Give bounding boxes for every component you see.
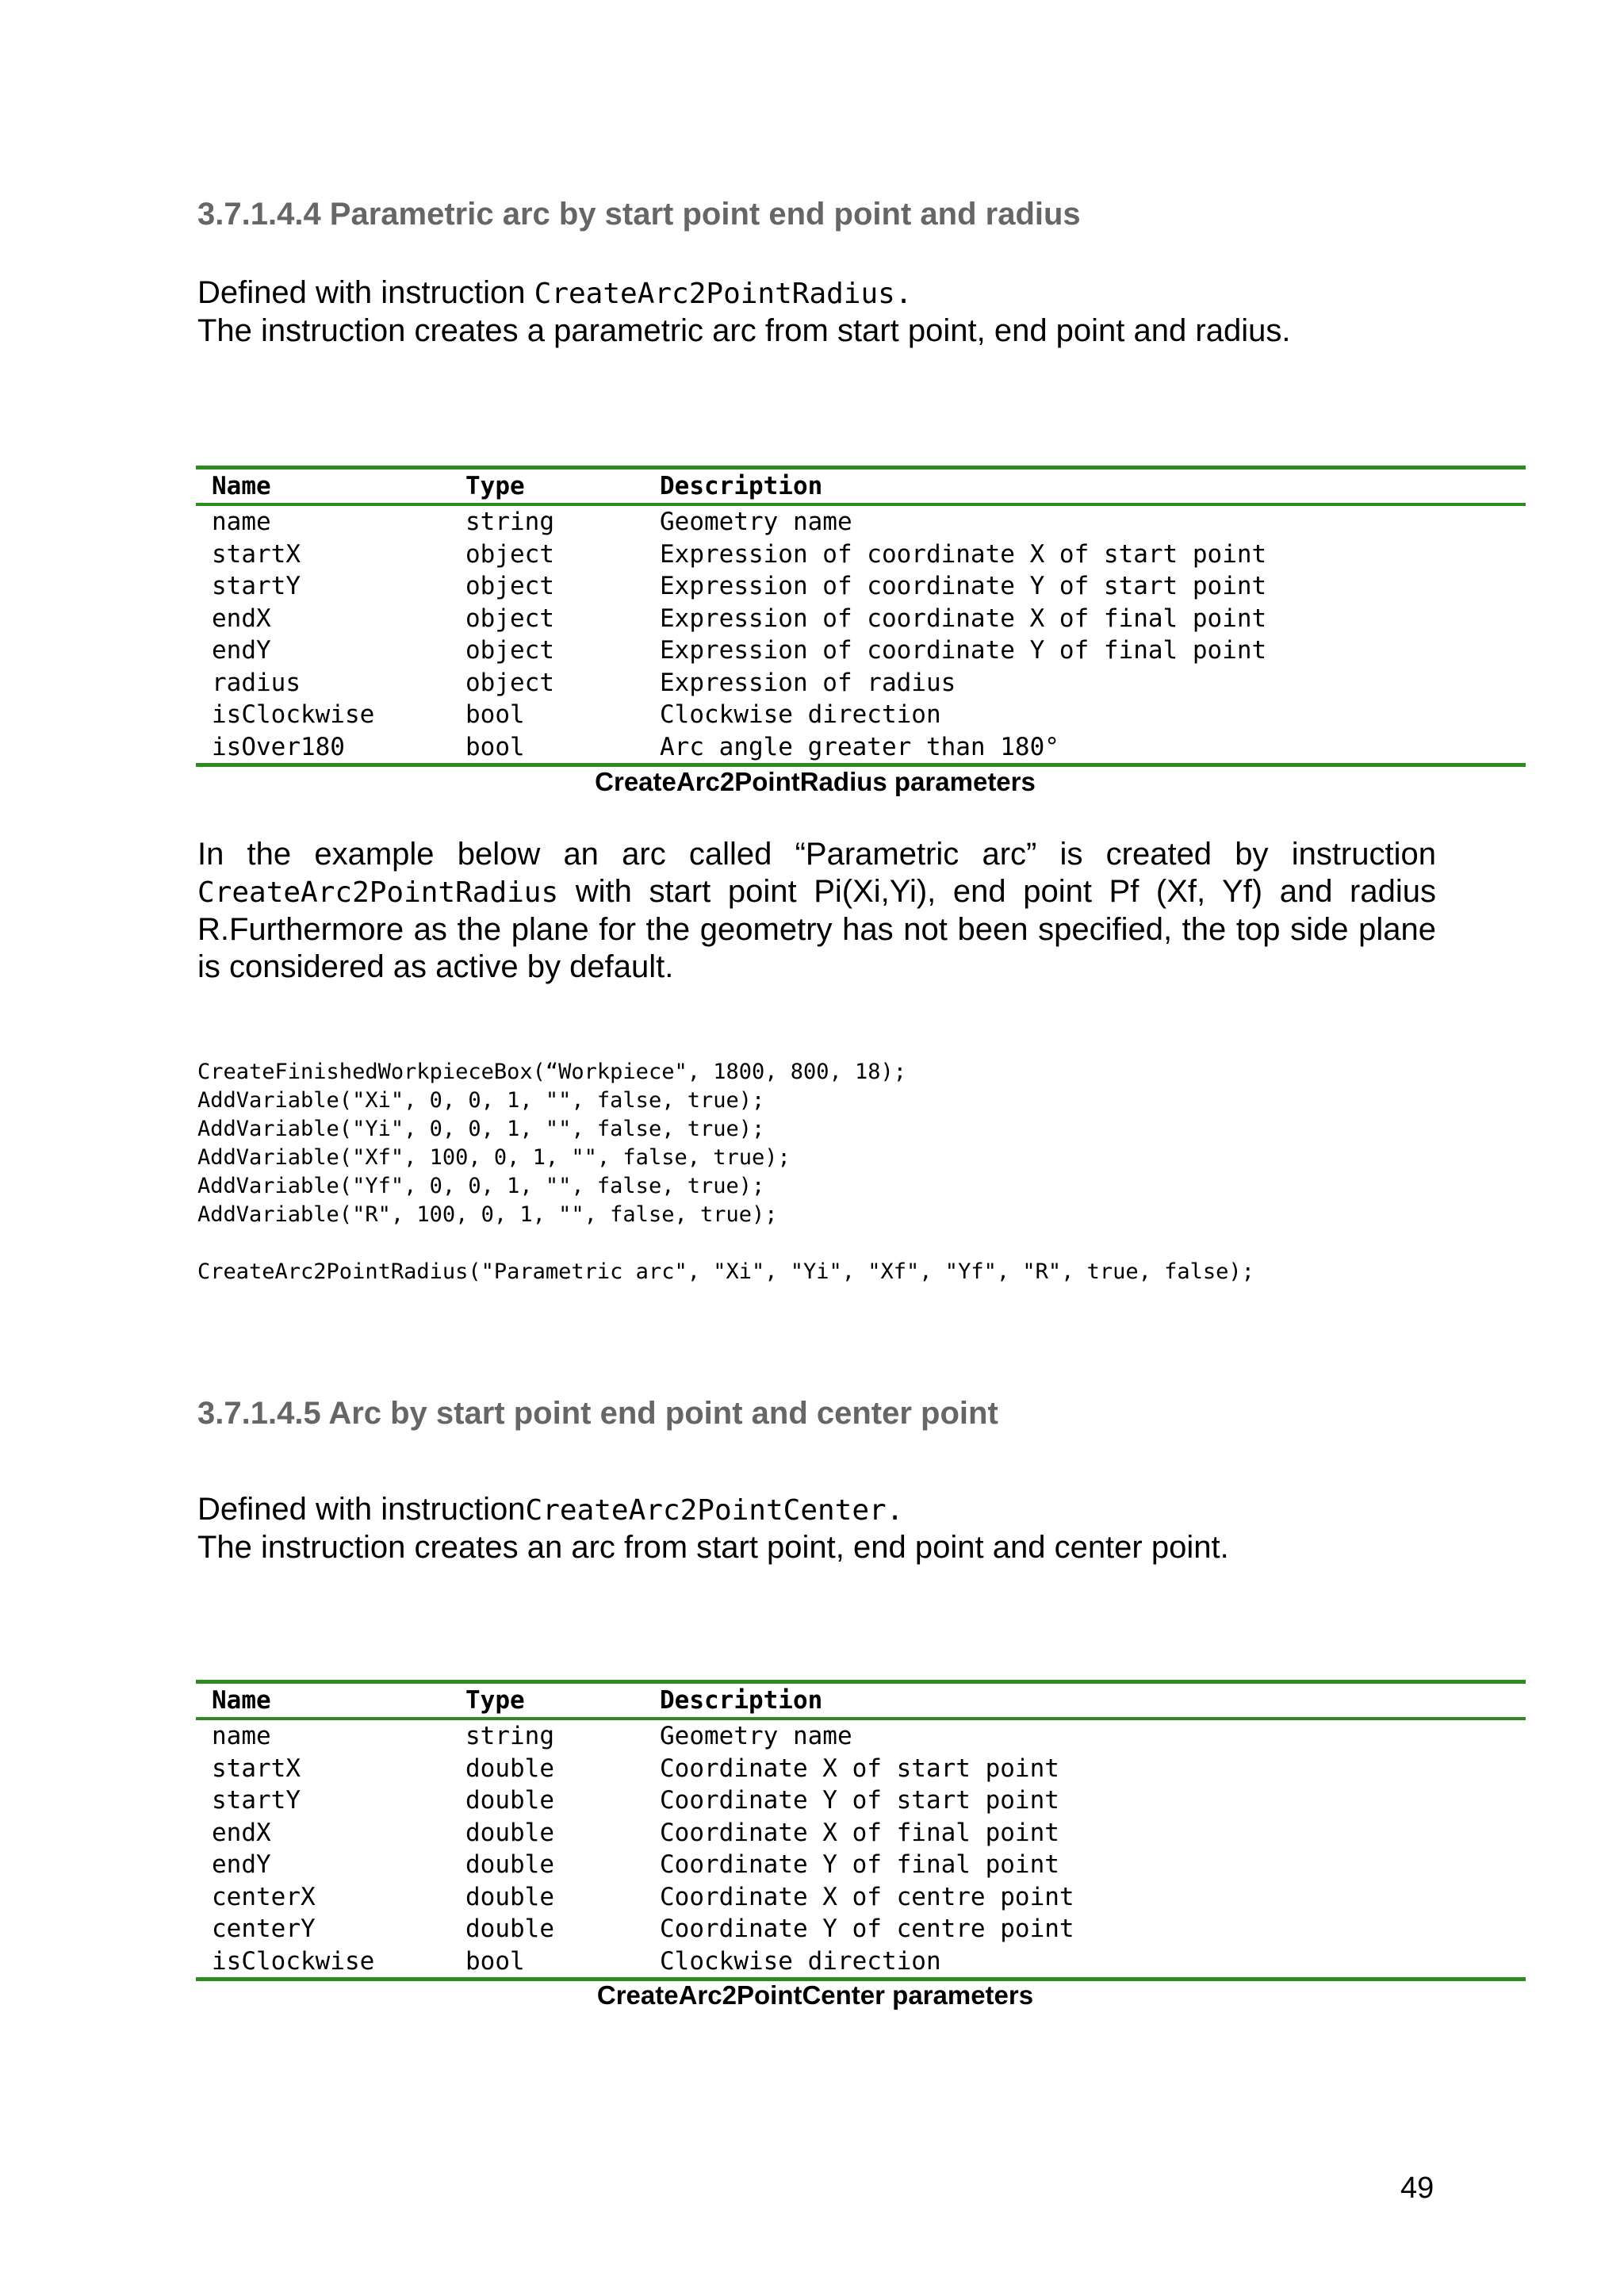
example-instruction-code: CreateArc2PointRadius <box>197 876 559 909</box>
param-name: isOver180 <box>196 731 450 765</box>
param-name: startX <box>212 1754 301 1783</box>
table-caption: CreateArc2PointCenter parameters <box>596 1980 1034 2010</box>
param-name: name <box>212 1722 271 1751</box>
param-description: Geometry name <box>660 1722 852 1751</box>
param-description: Expression of coordinate X of start point <box>660 539 1267 569</box>
param-name: startY <box>212 1786 301 1815</box>
instruction-code: CreateArc2PointRadius. <box>534 278 913 310</box>
table-row <box>196 634 1526 667</box>
param-name: isClockwise <box>212 700 375 730</box>
section-intro <box>197 274 1290 350</box>
table-row <box>196 731 1526 765</box>
param-description: Coordinate X of centre point <box>660 1882 1074 1911</box>
param-description: Coordinate X of start point <box>660 1754 1059 1783</box>
example-paragraph <box>197 836 1436 986</box>
param-type: double <box>465 1818 554 1847</box>
param-name: endY <box>212 1850 271 1880</box>
intro-prefix: Defined with instruction <box>197 1492 526 1527</box>
header-description: Description <box>644 1682 1526 1719</box>
param-type: string <box>465 1722 554 1751</box>
instruction-code: CreateArc2PointCenter. <box>525 1494 904 1527</box>
code-line: AddVariable("Yf", 0, 0, 1, "", false, true); <box>197 1174 765 1198</box>
table-row <box>196 1881 1526 1914</box>
example-text-end: with start point Pi(Xi,Yi), end point Pf (Xf, Yf) and radius R.Furthermore as the plane for the geometry has not been specified, the top side plane is considered as active by default. <box>197 874 1436 984</box>
code-line: CreateArc2PointRadius("Parametric arc", "Xi", "Yi", "Xf", "Yf", "R", true, false); <box>197 1259 1254 1284</box>
table-row <box>196 603 1526 635</box>
param-type: object <box>465 668 554 697</box>
header-description: Description <box>644 468 1526 505</box>
param-name: endY <box>212 636 271 665</box>
param-description: Coordinate Y of start point <box>660 1786 1059 1815</box>
param-description: Expression of coordinate Y of final point <box>660 636 1267 665</box>
param-type: bool <box>450 1945 644 1980</box>
param-name: name <box>212 508 271 537</box>
parameters-table-center <box>196 1680 1526 1981</box>
header-type: Type <box>450 468 644 505</box>
param-name: endX <box>212 604 271 633</box>
parameters-table-radius <box>196 466 1526 767</box>
param-description: Expression of coordinate Y of start point <box>660 572 1267 601</box>
param-description: Clockwise direction <box>660 700 941 730</box>
param-description: Coordinate Y of centre point <box>660 1915 1074 1944</box>
section-heading-parametric-arc: 3.7.1.4.4 Parametric arc by start point end point and radius <box>197 197 1081 232</box>
param-type: double <box>465 1882 554 1911</box>
table-header-row <box>196 1682 1526 1719</box>
header-name: Name <box>196 468 450 505</box>
intro-description: The instruction creates an arc from start point, end point and center point. <box>197 1530 1229 1565</box>
param-name: centerX <box>212 1882 316 1911</box>
param-type: object <box>465 539 554 569</box>
param-type: bool <box>465 700 525 730</box>
table-row <box>196 570 1526 603</box>
table-row <box>196 1849 1526 1881</box>
param-type: bool <box>450 731 644 765</box>
intro-prefix: Defined with instruction <box>197 275 534 310</box>
code-line: AddVariable("Yi", 0, 0, 1, "", false, true); <box>197 1117 765 1141</box>
param-type: object <box>465 604 554 633</box>
table-row <box>196 699 1526 731</box>
param-name: isClockwise <box>196 1945 450 1980</box>
intro-description: The instruction creates a parametric arc from start point, end point and radius. <box>197 313 1291 348</box>
table-row <box>196 1817 1526 1849</box>
param-type: object <box>465 636 554 665</box>
header-name: Name <box>196 1682 450 1719</box>
table-row <box>196 1945 1526 1980</box>
table-row <box>196 1913 1526 1945</box>
param-description: Arc angle greater than 180° <box>644 731 1526 765</box>
section-intro <box>197 1491 1229 1566</box>
param-description: Expression of coordinate X of final point <box>660 604 1267 633</box>
param-name: radius <box>212 668 301 697</box>
param-type: string <box>465 508 554 537</box>
header-type: Type <box>450 1682 644 1719</box>
param-name: startY <box>212 572 301 601</box>
section-heading-center-arc: 3.7.1.4.5 Arc by start point end point and center point <box>197 1396 998 1431</box>
table-caption: CreateArc2PointRadius parameters <box>595 767 1036 796</box>
param-name: startX <box>212 539 301 569</box>
page-number: 49 <box>1400 2171 1434 2205</box>
param-description: Expression of radius <box>660 668 956 697</box>
table-row <box>196 1753 1526 1785</box>
param-description: Coordinate Y of final point <box>660 1850 1059 1880</box>
example-text-start: In the example below an arc called “Parametric arc” is created by instruction <box>197 837 1436 872</box>
table-row <box>196 1719 1526 1753</box>
table-row <box>196 504 1526 539</box>
table-row <box>196 667 1526 700</box>
code-line: AddVariable("R", 100, 0, 1, "", false, true); <box>197 1202 778 1227</box>
table-header-row <box>196 468 1526 505</box>
code-line: CreateFinishedWorkpieceBox(“Workpiece", 1800, 800, 18); <box>197 1060 907 1084</box>
table-row <box>196 539 1526 571</box>
param-type: object <box>465 572 554 601</box>
param-type: double <box>465 1850 554 1880</box>
param-description: Coordinate X of final point <box>660 1818 1059 1847</box>
param-type: double <box>465 1754 554 1783</box>
param-type: double <box>465 1915 554 1944</box>
param-name: endX <box>212 1818 271 1847</box>
param-type: double <box>465 1786 554 1815</box>
code-example <box>197 1058 1254 1286</box>
param-description: Clockwise direction <box>644 1945 1526 1980</box>
code-line: AddVariable("Xi", 0, 0, 1, "", false, true); <box>197 1088 765 1113</box>
param-description: Geometry name <box>660 508 852 537</box>
table-row <box>196 1784 1526 1817</box>
code-line: AddVariable("Xf", 100, 0, 1, "", false, true); <box>197 1145 791 1170</box>
param-name: centerY <box>212 1915 316 1944</box>
